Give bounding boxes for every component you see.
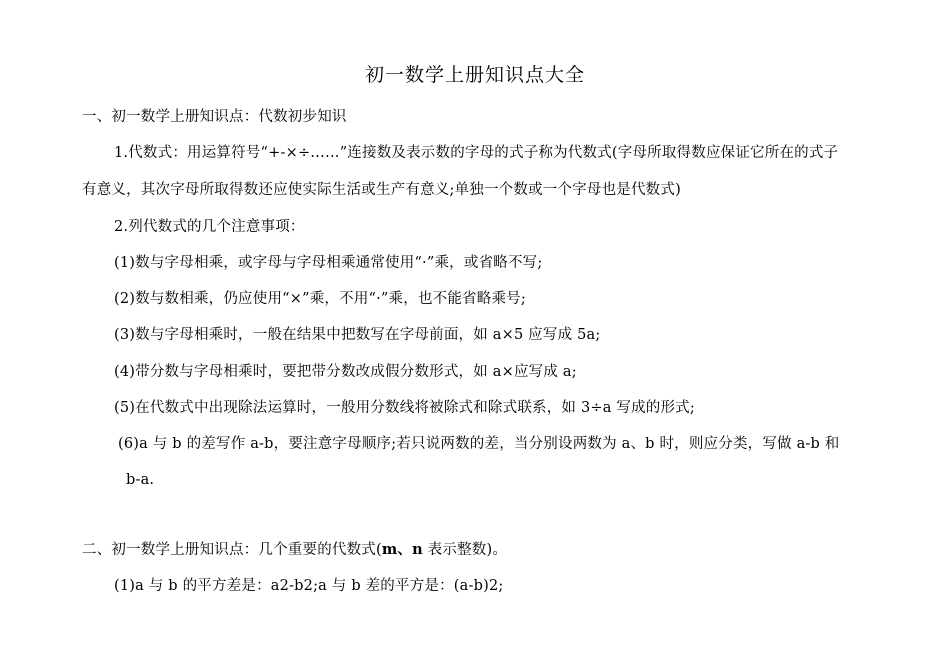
paragraph-2: 2.列代数式的几个注意事项： <box>114 219 305 235</box>
section-2-heading-bold: m、n <box>381 541 423 558</box>
section-1-heading: 一、初一数学上册知识点：代数初步知识 <box>82 109 347 125</box>
document-title: 初一数学上册知识点大全 <box>364 64 585 86</box>
paragraph-1-line-2: 有意义，其次字母所取得数还应使实际生活或生产有意义;单独一个数或一个字母也是代数式) <box>82 182 681 198</box>
list-item-6-continuation: b-a. <box>126 472 155 488</box>
section-2-item-1: (1)a 与 b 的平方差是：a2-b2;a 与 b 差的平方是：(a-b)2; <box>114 578 504 594</box>
paragraph-1-line-1: 1.代数式：用运算符号“+-×÷……”连接数及表示数的字母的式子称为代数式(字母所取得数应保证它所在的式子 <box>114 145 839 161</box>
list-item-4: (4)带分数与字母相乘时，要把带分数改成假分数形式，如 a×应写成 a; <box>114 364 577 380</box>
section-2-heading-suffix: 表示整数)。 <box>422 542 508 558</box>
section-2-heading-prefix: 二、初一数学上册知识点：几个重要的代数式( <box>82 542 382 558</box>
section-2-heading <box>82 540 507 560</box>
list-item-5: (5)在代数式中出现除法运算时，一般用分数线将被除式和除式联系，如 3÷a 写成的形式; <box>114 400 695 416</box>
list-item-6: (6)a 与 b 的差写作 a-b，要注意字母顺序;若只说两数的差，当分别设两数为 a、b 时，则应分类，写做 a-b 和 <box>118 436 840 452</box>
list-item-1: (1)数与字母相乘，或字母与字母相乘通常使用“·”乘，或省略不写; <box>114 255 543 271</box>
list-item-3: (3)数与字母相乘时，一般在结果中把数写在字母前面，如 a×5 应写成 5a; <box>114 327 601 343</box>
list-item-2: (2)数与数相乘，仍应使用“×”乘，不用“·”乘，也不能省略乘号; <box>114 291 526 307</box>
